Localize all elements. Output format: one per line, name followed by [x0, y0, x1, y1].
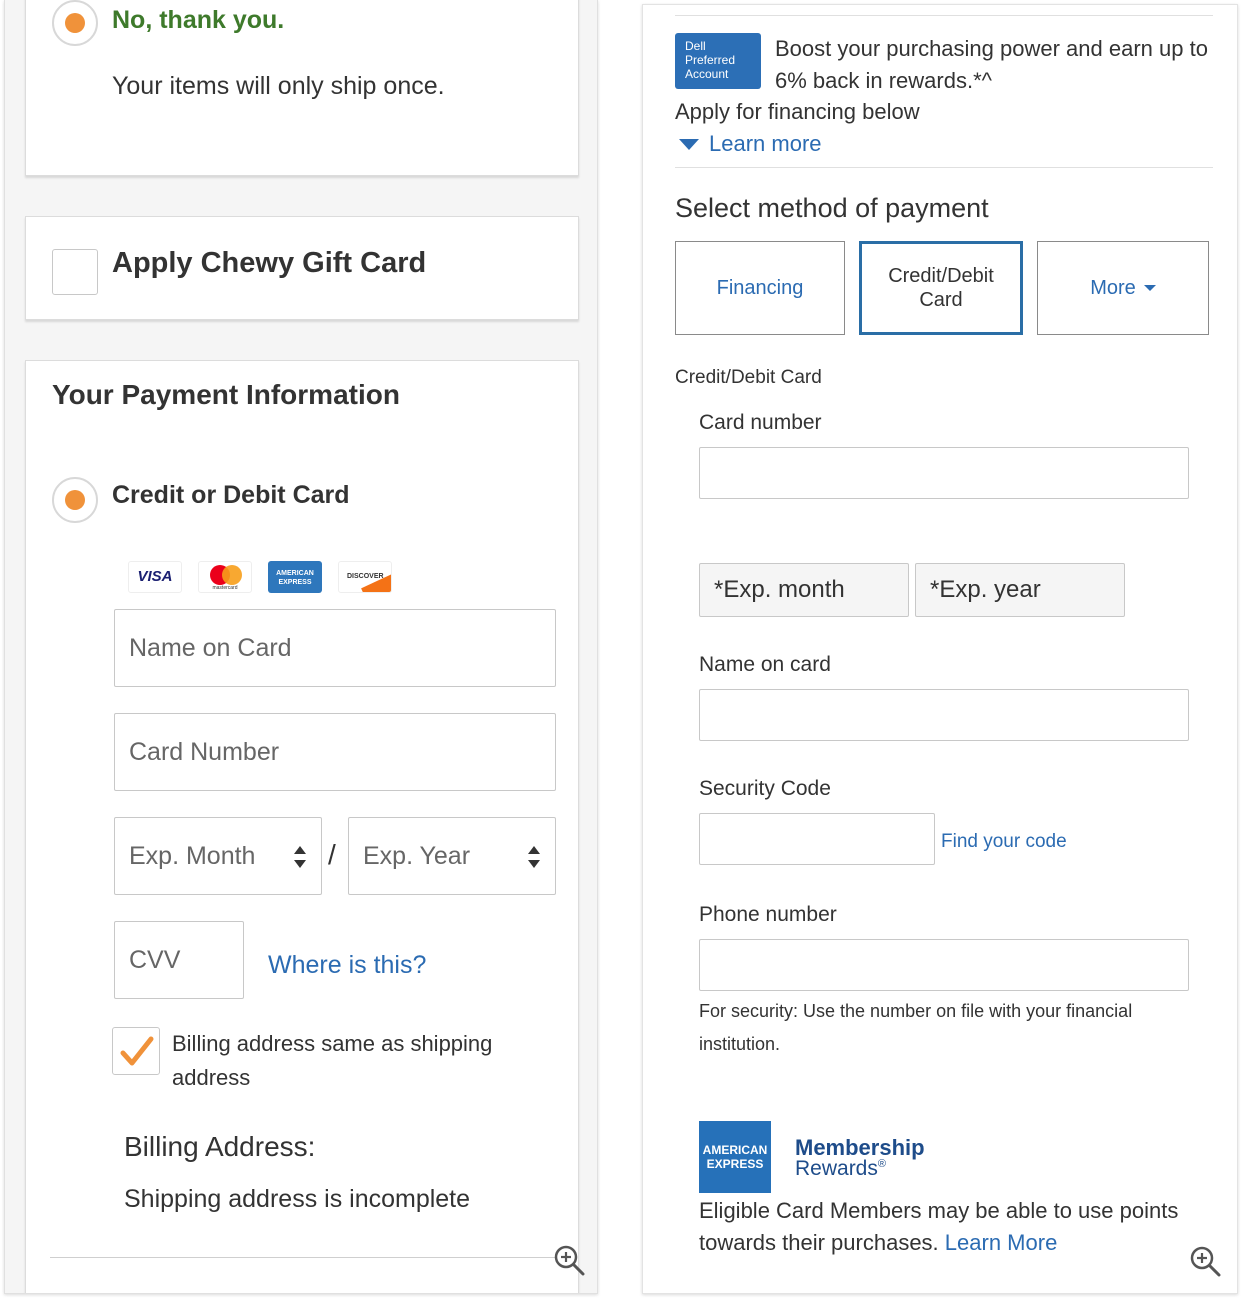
visa-logo: VISA	[128, 561, 182, 593]
caret-down-icon[interactable]	[679, 139, 699, 150]
membership-learn-more-link[interactable]: Learn More	[944, 1230, 1058, 1255]
card-number-input[interactable]	[699, 447, 1189, 499]
shipping-option-card[interactable]	[25, 0, 579, 176]
credit-debit-radio[interactable]	[52, 477, 98, 523]
cvv-input[interactable]: CVV	[114, 921, 244, 999]
find-your-code-link[interactable]: Find your code	[941, 831, 1067, 852]
security-note: For security: Use the number on file with your financial institution.	[699, 1001, 1133, 1054]
select-payment-title: Select method of payment	[675, 193, 989, 223]
dell-preferred-account-logo: Dell Preferred Account	[675, 33, 761, 89]
payment-information-section	[25, 360, 579, 1294]
gift-card-section[interactable]	[25, 216, 579, 320]
exp-year-select[interactable]: *Exp. year	[915, 563, 1125, 617]
membership-title: Membership	[795, 1135, 925, 1160]
security-code-input[interactable]	[699, 813, 935, 865]
no-thanks-title: No, thank you.	[112, 6, 285, 34]
zoom-in-icon[interactable]	[553, 1244, 585, 1276]
tab-more[interactable]	[1037, 241, 1209, 335]
ship-once-text: Your items will only ship once.	[112, 72, 445, 100]
learn-more-link[interactable]: Learn more	[709, 131, 822, 156]
billing-same-checkbox[interactable]	[112, 1027, 160, 1075]
exp-month-select[interactable]	[114, 817, 322, 895]
caret-down-icon	[1144, 285, 1156, 291]
chewy-checkout-panel	[4, 0, 598, 1294]
phone-number-input[interactable]	[699, 939, 1189, 991]
tab-more-label: More	[1090, 277, 1136, 299]
gift-card-label: Apply Chewy Gift Card	[112, 247, 427, 279]
mastercard-logo-text: mastercard	[212, 585, 238, 591]
mastercard-logo	[198, 561, 252, 593]
name-on-card-input[interactable]	[699, 689, 1189, 741]
updown-arrows-icon	[293, 846, 307, 868]
zoom-in-icon[interactable]	[1189, 1245, 1221, 1277]
exp-month-select[interactable]: *Exp. month	[699, 563, 909, 617]
exp-year-select[interactable]	[348, 817, 556, 895]
card-number-label: Card number	[699, 411, 822, 434]
where-is-this-link[interactable]: Where is this?	[268, 951, 427, 979]
amex-logo: AMERICAN EXPRESS	[699, 1121, 771, 1193]
membership-subtitle-text: Rewards	[795, 1157, 878, 1180]
amex-logo: AMERICAN EXPRESS	[268, 561, 322, 593]
payment-info-title: Your Payment Information	[52, 379, 400, 410]
billing-address-heading: Billing Address:	[124, 1131, 316, 1162]
discover-logo: DISCOVER	[338, 561, 392, 593]
exp-year-value: Exp. Year	[363, 841, 471, 870]
exp-month-value: Exp. Month	[129, 841, 256, 870]
card-number-input[interactable]: Card Number	[114, 713, 556, 791]
eligible-members-copy: Eligible Card Members may be able to use points towards their purchases.	[699, 1198, 1179, 1255]
billing-same-label: Billing address same as shipping address	[172, 1031, 493, 1090]
membership-subtitle	[795, 1157, 886, 1181]
registered-mark: ®	[877, 1158, 886, 1170]
checkmark-icon	[119, 1034, 155, 1070]
top-divider	[675, 15, 1213, 16]
tab-financing-label: Financing	[716, 277, 804, 299]
credit-debit-label: Credit or Debit Card	[112, 481, 350, 509]
selected-method-label: Credit/Debit Card	[675, 367, 822, 388]
apply-financing-text: Apply for financing below	[675, 99, 920, 124]
name-on-card-label: Name on card	[699, 653, 831, 676]
updown-arrows-icon	[527, 846, 541, 868]
dell-checkout-panel	[642, 4, 1238, 1294]
exp-separator: /	[328, 839, 336, 870]
no-thanks-radio[interactable]	[52, 0, 98, 46]
name-on-card-input[interactable]: Name on Card	[114, 609, 556, 687]
billing-address-status: Shipping address is incomplete	[124, 1185, 471, 1213]
eligible-members-text	[699, 1195, 1179, 1259]
tab-financing[interactable]	[675, 241, 845, 335]
gift-card-checkbox[interactable]	[52, 249, 98, 295]
security-code-label: Security Code	[699, 777, 831, 800]
phone-number-label: Phone number	[699, 903, 837, 926]
section-divider	[50, 1257, 556, 1258]
promo-text: Boost your purchasing power and earn up to 6% back in rewards.*^	[775, 36, 1208, 93]
tab-credit-debit-label: Credit/Debit Card	[888, 265, 994, 311]
section-divider	[675, 167, 1213, 168]
tab-credit-debit-card[interactable]	[859, 241, 1023, 335]
